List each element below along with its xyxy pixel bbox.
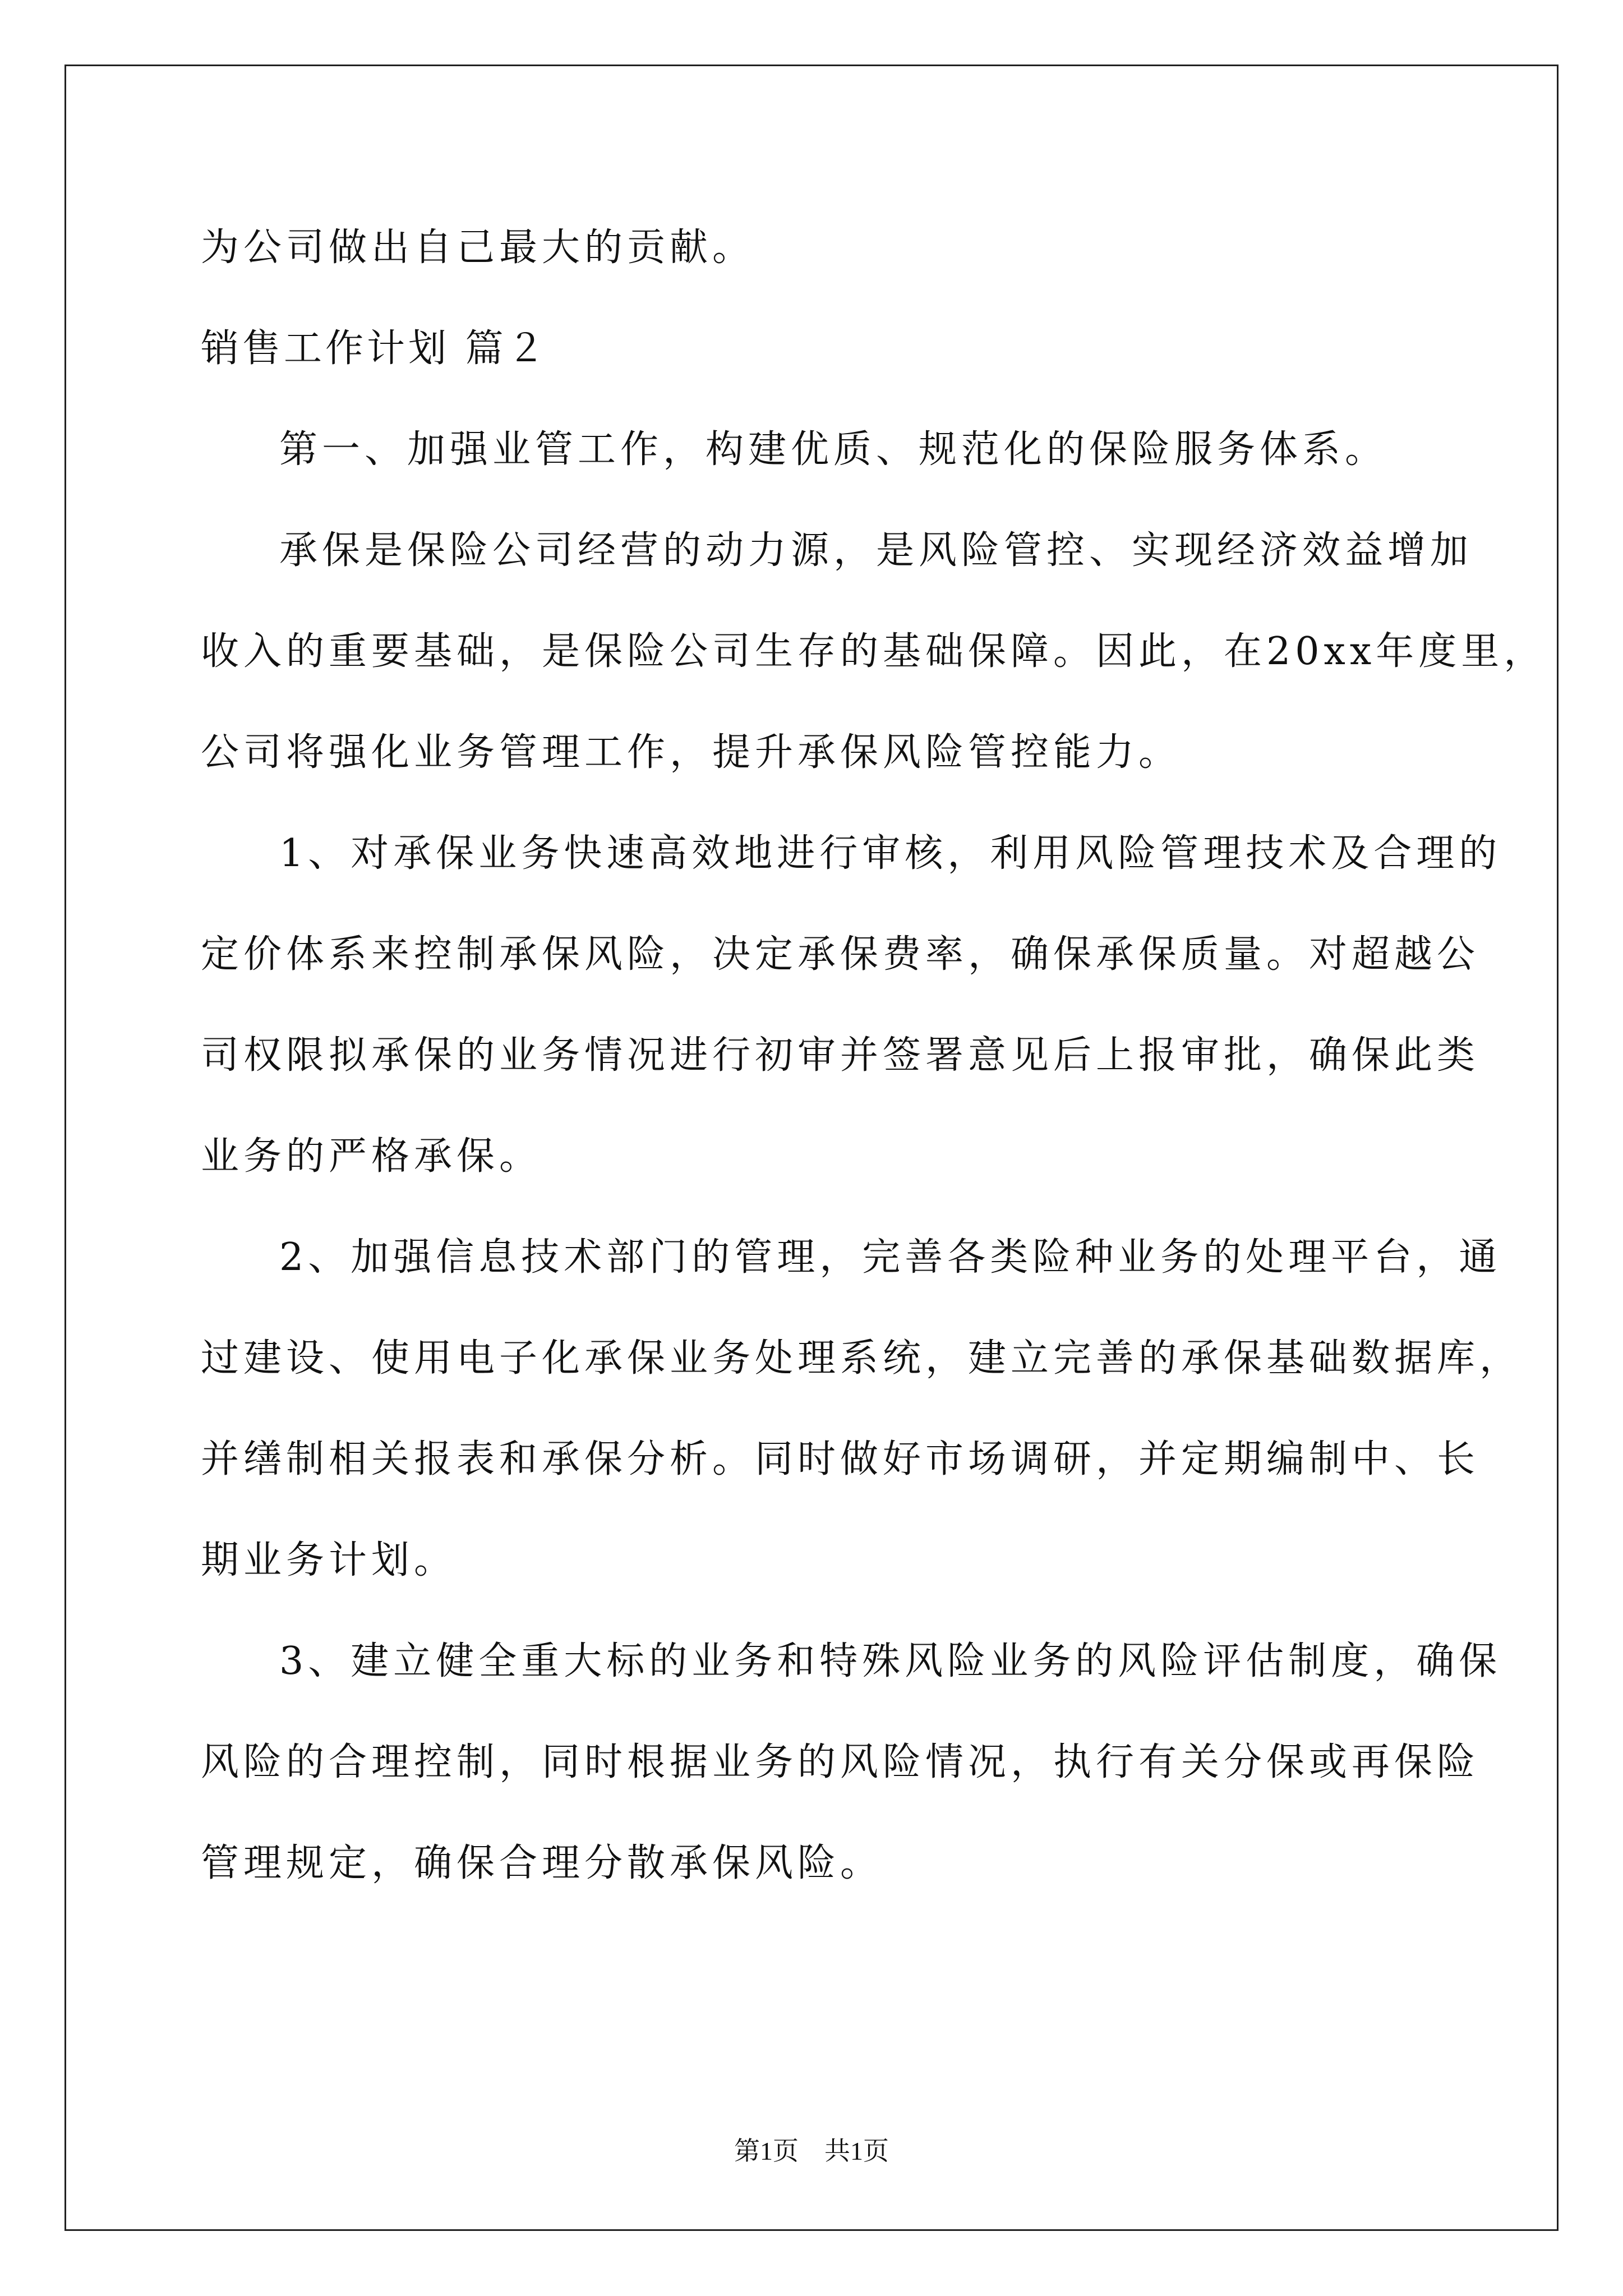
text-line: 公司将强化业务管理工作，提升承保风险管控能力。 xyxy=(201,730,1182,775)
text-line: 并缮制相关报表和承保分析。同时做好市场调研，并定期编制中、长 xyxy=(201,1437,1480,1481)
text-line: 收入的重要基础，是保险公司生存的基础保障。因此，在20xx年度里， xyxy=(201,629,1547,674)
text-line: 定价体系来控制承保风险，决定承保费率，确保承保质量。对超越公 xyxy=(201,932,1480,977)
text-line: 1、对承保业务快速高效地进行审核，利用风险管理技术及合理的 xyxy=(279,831,1502,876)
text-line: 3、建立健全重大标的业务和特殊风险业务的风险评估制度，确保 xyxy=(279,1639,1502,1683)
section-heading: 销售工作计划 篇２ xyxy=(201,326,548,371)
text-line: 第一、加强业管工作，构建优质、规范化的保险服务体系。 xyxy=(279,427,1388,472)
text-line: 风险的合理控制，同时根据业务的风险情况，执行有关分保或再保险 xyxy=(201,1740,1480,1784)
page-footer: 第1页 共1页 xyxy=(734,2137,889,2165)
text-line: 承保是保险公司经营的动力源，是风险管控、实现经济效益增加 xyxy=(279,528,1473,573)
text-line: 2、加强信息技术部门的管理，完善各类险种业务的处理平台，通 xyxy=(279,1235,1502,1280)
text-line: 司权限拟承保的业务情况进行初审并签署意见后上报审批，确保此类 xyxy=(201,1033,1480,1078)
text-line: 为公司做出自己最大的贡献。 xyxy=(201,226,755,270)
text-line: 管理规定，确保合理分散承保风险。 xyxy=(201,1841,883,1885)
text-line: 过建设、使用电子化承保业务处理系统，建立完善的承保基础数据库， xyxy=(201,1336,1523,1381)
text-line: 业务的严格承保。 xyxy=(201,1134,542,1179)
document-body xyxy=(201,197,1547,1914)
text-line: 期业务计划。 xyxy=(201,1538,457,1582)
